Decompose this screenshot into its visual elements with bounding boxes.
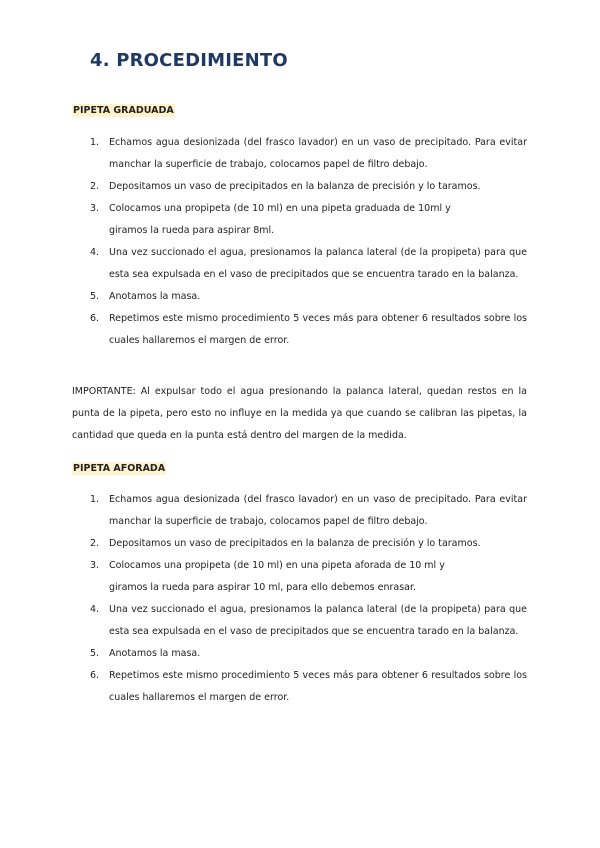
step-number: 2.: [90, 181, 100, 192]
step-number: 2.: [90, 538, 100, 549]
step-text: Una vez succionado el agua, presionamos la palanca lateral (de la propipeta) para que esta sea expulsada en el vaso de precipitados que se encuentra tarado en la balanza.: [109, 604, 527, 637]
step-number: 3.: [90, 560, 100, 571]
list-item: [72, 176, 527, 198]
list-item: [72, 308, 527, 352]
steps-list-pipeta-aforada: [72, 489, 527, 709]
list-item: [72, 555, 527, 599]
step-number: 1.: [90, 494, 100, 505]
steps-list-pipeta-graduada: [72, 132, 527, 352]
step-number: 6.: [90, 313, 100, 324]
list-item: [72, 533, 527, 555]
page-title: 4. PROCEDIMIENTO: [90, 50, 288, 71]
step-text: Repetimos este mismo procedimiento 5 veces más para obtener 6 resultados sobre los cuales hallaremos el margen de error.: [109, 670, 527, 703]
step-number: 5.: [90, 291, 100, 302]
list-item: [72, 286, 527, 308]
section-label-pipeta-graduada: PIPETA GRADUADA: [73, 105, 174, 116]
step-text: Echamos agua desionizada (del frasco lavador) en un vaso de precipitado. Para evitar manchar la superficie de trabajo, colocamos papel de filtro debajo.: [109, 494, 527, 527]
step-text: Anotamos la masa.: [109, 648, 201, 659]
step-number: 5.: [90, 648, 100, 659]
step-text: Anotamos la masa.: [109, 291, 201, 302]
list-item: [72, 132, 527, 176]
step-text-line-2: giramos la rueda para aspirar 8ml.: [109, 225, 275, 236]
step-text: Depositamos un vaso de precipitados en la balanza de precisión y lo taramos.: [109, 538, 481, 549]
list-item: [72, 489, 527, 533]
list-item: [72, 599, 527, 643]
list-item: [72, 242, 527, 286]
step-text: Echamos agua desionizada (del frasco lavador) en un vaso de precipitado. Para evitar manchar la superficie de trabajo, colocamos papel de filtro debajo.: [109, 137, 527, 170]
step-text: Repetimos este mismo procedimiento 5 veces más para obtener 6 resultados sobre los cuales hallaremos el margen de error.: [109, 313, 527, 346]
section-label-pipeta-aforada: PIPETA AFORADA: [73, 463, 166, 474]
list-item: [72, 643, 527, 665]
step-number: 3.: [90, 203, 100, 214]
list-item: [72, 665, 527, 709]
step-text-line-1: Colocamos una propipeta (de 10 ml) en una pipeta graduada de 10ml y: [109, 203, 451, 214]
step-number: 6.: [90, 670, 100, 681]
step-number: 1.: [90, 137, 100, 148]
step-text: Depositamos un vaso de precipitados en la balanza de precisión y lo taramos.: [109, 181, 481, 192]
list-item: [72, 198, 527, 242]
step-number: 4.: [90, 247, 100, 258]
step-text: Una vez succionado el agua, presionamos la palanca lateral (de la propipeta) para que esta sea expulsada en el vaso de precipitados que se encuentra tarado en la balanza.: [109, 247, 527, 280]
step-number: 4.: [90, 604, 100, 615]
step-text-line-1: Colocamos una propipeta (de 10 ml) en una pipeta aforada de 10 ml y: [109, 560, 445, 571]
important-note: IMPORTANTE: Al expulsar todo el agua presionando la palanca lateral, quedan restos en la punta de la pipeta, pero esto no influye en la medida ya que cuando se calibran las pipetas, la cantidad que queda en la punta está dentro del margen de la medida.: [72, 386, 527, 441]
step-text-line-2: giramos la rueda para aspirar 10 ml, para ello debemos enrasar.: [109, 582, 417, 593]
